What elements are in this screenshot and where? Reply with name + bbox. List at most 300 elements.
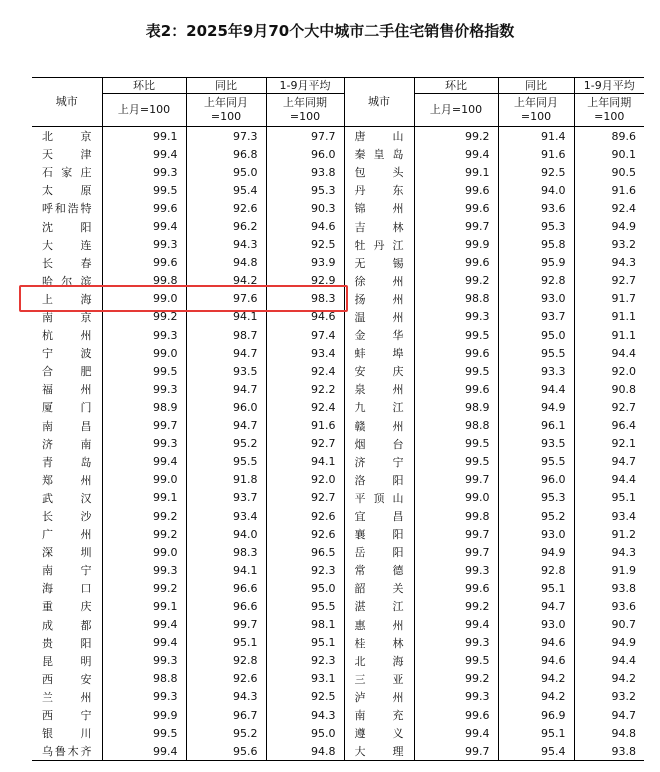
yoy-cell-right: 94.2 xyxy=(498,688,574,706)
ytd-cell-right: 90.8 xyxy=(611,382,636,396)
mom-cell-right: 99.2 xyxy=(414,597,498,615)
table-row xyxy=(32,688,644,706)
city-cell-left: 福 州 xyxy=(32,380,102,398)
mom-cell-left: 99.5 xyxy=(102,724,186,742)
mom-cell-right: 99.2 xyxy=(414,272,498,290)
city-cell-right: 大 理 xyxy=(344,742,414,761)
mom-cell-left: 99.2 xyxy=(102,579,186,597)
ytd-cell-left: 98.3 xyxy=(266,290,344,308)
header-mom-right: 环比 xyxy=(414,78,498,94)
city-cell-right: 温 州 xyxy=(344,308,414,326)
ytd-cell-right: 93.4 xyxy=(611,509,636,523)
ytd-cell-right: 90.5 xyxy=(611,165,636,179)
yoy-cell-right: 96.1 xyxy=(498,417,574,435)
mom-cell-left: 99.2 xyxy=(102,525,186,543)
city-cell-left: 宁 波 xyxy=(32,344,102,362)
mom-cell-left: 99.6 xyxy=(102,199,186,217)
table-header xyxy=(32,78,644,127)
mom-cell-left: 99.4 xyxy=(102,453,186,471)
table-row xyxy=(32,181,644,199)
city-cell-left: 成 都 xyxy=(32,616,102,634)
ytd-cell-right: 94.7 xyxy=(611,708,636,722)
yoy-cell-right: 95.3 xyxy=(498,489,574,507)
city-cell-right: 宜 昌 xyxy=(344,507,414,525)
mom-cell-right: 99.6 xyxy=(414,344,498,362)
ytd-cell-right: 94.3 xyxy=(611,256,636,270)
city-cell-left: 青 岛 xyxy=(32,453,102,471)
ytd-cell-left: 93.9 xyxy=(266,254,344,272)
mom-cell-right: 99.6 xyxy=(414,706,498,724)
mom-cell-left: 99.8 xyxy=(102,272,186,290)
city-cell-right: 泉 州 xyxy=(344,380,414,398)
table-row xyxy=(32,127,644,146)
ytd-cell-right: 94.4 xyxy=(611,654,636,668)
city-cell-right: 遵 义 xyxy=(344,724,414,742)
header-mom-base-right: 上月=100 xyxy=(414,94,498,127)
ytd-cell-right: 90.7 xyxy=(611,618,636,632)
yoy-cell-left: 95.6 xyxy=(186,742,266,761)
yoy-cell-left: 95.4 xyxy=(186,181,266,199)
mom-cell-left: 99.5 xyxy=(102,362,186,380)
city-cell-left: 太 原 xyxy=(32,181,102,199)
header-ytd-left: 1-9月平均 xyxy=(266,78,344,94)
header-ytd-base-right: 上年同期 =100 xyxy=(574,94,644,127)
mom-cell-left: 99.0 xyxy=(102,290,186,308)
yoy-cell-left: 94.3 xyxy=(186,236,266,254)
ytd-cell-right: 89.6 xyxy=(611,129,636,143)
yoy-cell-right: 92.8 xyxy=(498,561,574,579)
mom-cell-left: 99.4 xyxy=(102,616,186,634)
header-yoy-left: 同比 xyxy=(186,78,266,94)
mom-cell-right: 99.5 xyxy=(414,326,498,344)
table-title: 表2：2025年9月70个大中城市二手住宅销售价格指数 xyxy=(145,22,515,40)
mom-cell-left: 99.4 xyxy=(102,217,186,235)
ytd-cell-left: 92.5 xyxy=(266,688,344,706)
yoy-cell-left: 93.5 xyxy=(186,362,266,380)
city-cell-right: 三 亚 xyxy=(344,670,414,688)
mom-cell-right: 99.3 xyxy=(414,561,498,579)
ytd-cell-right: 93.8 xyxy=(611,581,636,595)
ytd-cell-left: 92.6 xyxy=(266,507,344,525)
header-yoy-right: 同比 xyxy=(498,78,574,94)
mom-cell-right: 99.3 xyxy=(414,308,498,326)
mom-cell-left: 99.1 xyxy=(102,489,186,507)
yoy-cell-left: 96.7 xyxy=(186,706,266,724)
city-cell-right: 北 海 xyxy=(344,652,414,670)
mom-cell-right: 99.7 xyxy=(414,471,498,489)
table-row xyxy=(32,670,644,688)
yoy-cell-right: 95.5 xyxy=(498,344,574,362)
mom-cell-right: 99.2 xyxy=(414,127,498,146)
city-cell-left: 北 京 xyxy=(32,127,102,146)
yoy-cell-left: 94.7 xyxy=(186,344,266,362)
ytd-cell-left: 92.7 xyxy=(266,489,344,507)
yoy-cell-left: 99.7 xyxy=(186,616,266,634)
mom-cell-right: 99.6 xyxy=(414,181,498,199)
table-row xyxy=(32,398,644,416)
yoy-cell-right: 95.1 xyxy=(498,724,574,742)
mom-cell-right: 99.5 xyxy=(414,652,498,670)
yoy-cell-left: 94.7 xyxy=(186,417,266,435)
yoy-cell-left: 95.2 xyxy=(186,724,266,742)
city-cell-left: 厦 门 xyxy=(32,398,102,416)
header-mom-left: 环比 xyxy=(102,78,186,94)
ytd-cell-right: 94.9 xyxy=(611,636,636,650)
mom-cell-right: 99.4 xyxy=(414,616,498,634)
table-row xyxy=(32,217,644,235)
yoy-cell-left: 94.3 xyxy=(186,688,266,706)
city-cell-right: 惠 州 xyxy=(344,616,414,634)
ytd-cell-right: 92.7 xyxy=(611,400,636,414)
mom-cell-left: 99.4 xyxy=(102,145,186,163)
mom-cell-left: 99.4 xyxy=(102,634,186,652)
table-row xyxy=(32,579,644,597)
city-cell-left: 银 川 xyxy=(32,724,102,742)
ytd-cell-left: 92.3 xyxy=(266,652,344,670)
city-cell-left: 天 津 xyxy=(32,145,102,163)
ytd-cell-left: 95.0 xyxy=(266,724,344,742)
city-cell-right: 包 头 xyxy=(344,163,414,181)
mom-cell-right: 99.6 xyxy=(414,254,498,272)
table-body xyxy=(32,127,644,761)
mom-cell-left: 99.0 xyxy=(102,543,186,561)
yoy-cell-right: 94.2 xyxy=(498,670,574,688)
yoy-cell-right: 91.6 xyxy=(498,145,574,163)
yoy-cell-right: 95.4 xyxy=(498,742,574,761)
ytd-cell-left: 95.3 xyxy=(266,181,344,199)
mom-cell-left: 99.0 xyxy=(102,344,186,362)
ytd-cell-right: 92.0 xyxy=(611,364,636,378)
yoy-cell-left: 96.6 xyxy=(186,597,266,615)
table-row xyxy=(32,199,644,217)
ytd-cell-left: 92.2 xyxy=(266,380,344,398)
mom-cell-right: 99.4 xyxy=(414,724,498,742)
city-cell-right: 烟 台 xyxy=(344,435,414,453)
mom-cell-left: 99.4 xyxy=(102,742,186,761)
mom-cell-right: 99.7 xyxy=(414,525,498,543)
ytd-cell-right: 94.7 xyxy=(611,455,636,469)
yoy-cell-right: 94.0 xyxy=(498,181,574,199)
city-cell-right: 锦 州 xyxy=(344,199,414,217)
city-cell-right: 吉 林 xyxy=(344,217,414,235)
city-cell-left: 深 圳 xyxy=(32,543,102,561)
ytd-cell-right: 93.8 xyxy=(611,744,636,758)
city-cell-left: 广 州 xyxy=(32,525,102,543)
city-cell-left: 武 汉 xyxy=(32,489,102,507)
header-city-right: 城市 xyxy=(344,78,414,127)
yoy-cell-right: 93.5 xyxy=(498,435,574,453)
mom-cell-right: 99.7 xyxy=(414,217,498,235)
mom-cell-right: 99.6 xyxy=(414,199,498,217)
header-yoy-base-left: 上年同月 =100 xyxy=(186,94,266,127)
ytd-cell-right: 94.9 xyxy=(611,220,636,234)
city-cell-left: 昆 明 xyxy=(32,652,102,670)
table-row xyxy=(32,362,644,380)
city-cell-right: 徐 州 xyxy=(344,272,414,290)
mom-cell-right: 99.0 xyxy=(414,489,498,507)
yoy-cell-right: 91.4 xyxy=(498,127,574,146)
table-row xyxy=(32,236,644,254)
city-cell-left: 呼和浩特 xyxy=(32,199,102,217)
yoy-cell-right: 95.2 xyxy=(498,507,574,525)
yoy-cell-right: 93.3 xyxy=(498,362,574,380)
city-cell-right: 南 充 xyxy=(344,706,414,724)
yoy-cell-right: 95.5 xyxy=(498,453,574,471)
ytd-cell-left: 94.1 xyxy=(266,453,344,471)
mom-cell-right: 99.7 xyxy=(414,742,498,761)
ytd-cell-left: 97.7 xyxy=(266,127,344,146)
ytd-cell-right: 93.2 xyxy=(611,690,636,704)
ytd-cell-left: 97.4 xyxy=(266,326,344,344)
city-cell-right: 秦皇岛 xyxy=(344,145,414,163)
city-cell-left: 沈 阳 xyxy=(32,217,102,235)
ytd-cell-left: 93.1 xyxy=(266,670,344,688)
ytd-cell-right: 94.4 xyxy=(611,473,636,487)
table-row xyxy=(32,145,644,163)
yoy-cell-left: 93.7 xyxy=(186,489,266,507)
mom-cell-left: 99.5 xyxy=(102,181,186,199)
city-cell-left: 长 春 xyxy=(32,254,102,272)
table-row xyxy=(32,597,644,615)
ytd-cell-right: 90.1 xyxy=(611,147,636,161)
ytd-cell-right: 94.3 xyxy=(611,545,636,559)
yoy-cell-right: 94.4 xyxy=(498,380,574,398)
yoy-cell-right: 94.6 xyxy=(498,634,574,652)
city-cell-right: 无 锡 xyxy=(344,254,414,272)
mom-cell-left: 99.3 xyxy=(102,326,186,344)
mom-cell-left: 99.7 xyxy=(102,417,186,435)
ytd-cell-left: 94.6 xyxy=(266,217,344,235)
city-cell-right: 九 江 xyxy=(344,398,414,416)
city-cell-right: 韶 关 xyxy=(344,579,414,597)
table-row xyxy=(32,453,644,471)
yoy-cell-left: 96.0 xyxy=(186,398,266,416)
mom-cell-left: 99.6 xyxy=(102,254,186,272)
ytd-cell-left: 95.1 xyxy=(266,634,344,652)
city-cell-left: 南 昌 xyxy=(32,417,102,435)
mom-cell-right: 99.5 xyxy=(414,362,498,380)
yoy-cell-right: 95.3 xyxy=(498,217,574,235)
ytd-cell-right: 95.1 xyxy=(611,491,636,505)
city-cell-right: 常 德 xyxy=(344,561,414,579)
mom-cell-right: 99.9 xyxy=(414,236,498,254)
city-cell-right: 唐 山 xyxy=(344,127,414,146)
mom-cell-right: 99.2 xyxy=(414,670,498,688)
mom-cell-left: 99.3 xyxy=(102,688,186,706)
city-cell-left: 海 口 xyxy=(32,579,102,597)
mom-cell-left: 99.3 xyxy=(102,236,186,254)
ytd-cell-left: 92.0 xyxy=(266,471,344,489)
yoy-cell-left: 96.6 xyxy=(186,579,266,597)
ytd-cell-left: 94.3 xyxy=(266,706,344,724)
city-cell-right: 襄 阳 xyxy=(344,525,414,543)
mom-cell-left: 99.3 xyxy=(102,561,186,579)
city-cell-left: 杭 州 xyxy=(32,326,102,344)
city-cell-left: 兰 州 xyxy=(32,688,102,706)
yoy-cell-right: 96.0 xyxy=(498,471,574,489)
mom-cell-right: 99.6 xyxy=(414,380,498,398)
ytd-cell-left: 91.6 xyxy=(266,417,344,435)
mom-cell-left: 99.3 xyxy=(102,652,186,670)
yoy-cell-right: 93.0 xyxy=(498,525,574,543)
city-cell-left: 贵 阳 xyxy=(32,634,102,652)
ytd-cell-right: 91.6 xyxy=(611,183,636,197)
yoy-cell-left: 94.1 xyxy=(186,561,266,579)
city-cell-left: 合 肥 xyxy=(32,362,102,380)
city-cell-left: 上 海 xyxy=(32,290,102,308)
ytd-cell-right: 94.2 xyxy=(611,672,636,686)
city-cell-right: 岳 阳 xyxy=(344,543,414,561)
yoy-cell-left: 96.8 xyxy=(186,145,266,163)
yoy-cell-left: 94.2 xyxy=(186,272,266,290)
ytd-cell-left: 92.9 xyxy=(266,272,344,290)
ytd-cell-right: 92.7 xyxy=(611,274,636,288)
yoy-cell-right: 94.9 xyxy=(498,543,574,561)
city-cell-left: 郑 州 xyxy=(32,471,102,489)
table-row xyxy=(32,254,644,272)
yoy-cell-left: 94.8 xyxy=(186,254,266,272)
header-mom-base-left: 上月=100 xyxy=(102,94,186,127)
yoy-cell-left: 98.7 xyxy=(186,326,266,344)
yoy-cell-right: 96.9 xyxy=(498,706,574,724)
mom-cell-left: 99.3 xyxy=(102,380,186,398)
table-row xyxy=(32,471,644,489)
mom-cell-left: 99.1 xyxy=(102,597,186,615)
city-cell-left: 哈尔滨 xyxy=(32,272,102,290)
yoy-cell-left: 91.8 xyxy=(186,471,266,489)
yoy-cell-right: 95.9 xyxy=(498,254,574,272)
table-row xyxy=(32,525,644,543)
yoy-cell-left: 95.5 xyxy=(186,453,266,471)
table-row xyxy=(32,634,644,652)
ytd-cell-right: 91.7 xyxy=(611,292,636,306)
ytd-cell-left: 94.6 xyxy=(266,308,344,326)
yoy-cell-right: 94.7 xyxy=(498,597,574,615)
city-cell-right: 桂 林 xyxy=(344,634,414,652)
city-cell-left: 西 安 xyxy=(32,670,102,688)
table-row xyxy=(32,706,644,724)
yoy-cell-right: 92.5 xyxy=(498,163,574,181)
mom-cell-left: 99.3 xyxy=(102,163,186,181)
table-row xyxy=(32,507,644,525)
city-cell-right: 平顶山 xyxy=(344,489,414,507)
mom-cell-right: 99.6 xyxy=(414,579,498,597)
yoy-cell-right: 93.0 xyxy=(498,616,574,634)
ytd-cell-left: 90.3 xyxy=(266,199,344,217)
ytd-cell-right: 91.1 xyxy=(611,310,636,324)
city-cell-left: 南 京 xyxy=(32,308,102,326)
table-row xyxy=(32,742,644,761)
header-city-left: 城市 xyxy=(32,78,102,127)
ytd-cell-left: 92.7 xyxy=(266,435,344,453)
ytd-cell-right: 91.1 xyxy=(611,328,636,342)
ytd-cell-right: 92.1 xyxy=(611,437,636,451)
yoy-cell-right: 94.9 xyxy=(498,398,574,416)
yoy-cell-left: 97.6 xyxy=(186,290,266,308)
ytd-cell-right: 93.6 xyxy=(611,599,636,613)
mom-cell-right: 99.3 xyxy=(414,688,498,706)
mom-cell-left: 98.9 xyxy=(102,398,186,416)
table-row xyxy=(32,326,644,344)
city-cell-left: 乌鲁木齐 xyxy=(32,742,102,761)
table-row xyxy=(32,561,644,579)
mom-cell-right: 99.7 xyxy=(414,543,498,561)
header-ytd-base-left: 上年同期 =100 xyxy=(266,94,344,127)
ytd-cell-left: 94.8 xyxy=(266,742,344,761)
yoy-cell-right: 93.0 xyxy=(498,290,574,308)
city-cell-left: 大 连 xyxy=(32,236,102,254)
city-cell-right: 洛 阳 xyxy=(344,471,414,489)
city-cell-right: 湛 江 xyxy=(344,597,414,615)
city-cell-left: 济 南 xyxy=(32,435,102,453)
table-row xyxy=(32,543,644,561)
city-cell-right: 金 华 xyxy=(344,326,414,344)
yoy-cell-left: 95.0 xyxy=(186,163,266,181)
mom-cell-right: 99.1 xyxy=(414,163,498,181)
yoy-cell-left: 96.2 xyxy=(186,217,266,235)
ytd-cell-right: 91.2 xyxy=(611,527,636,541)
table-row xyxy=(32,435,644,453)
ytd-cell-right: 93.2 xyxy=(611,238,636,252)
mom-cell-left: 99.2 xyxy=(102,507,186,525)
city-cell-left: 西 宁 xyxy=(32,706,102,724)
yoy-cell-left: 94.1 xyxy=(186,308,266,326)
city-cell-left: 长 沙 xyxy=(32,507,102,525)
mom-cell-left: 99.0 xyxy=(102,471,186,489)
yoy-cell-left: 98.3 xyxy=(186,543,266,561)
mom-cell-left: 98.8 xyxy=(102,670,186,688)
ytd-cell-left: 95.0 xyxy=(266,579,344,597)
mom-cell-left: 99.1 xyxy=(102,127,186,146)
table-row xyxy=(32,163,644,181)
ytd-cell-left: 93.8 xyxy=(266,163,344,181)
city-cell-left: 南 宁 xyxy=(32,561,102,579)
yoy-cell-left: 94.0 xyxy=(186,525,266,543)
yoy-cell-right: 93.6 xyxy=(498,199,574,217)
table-row xyxy=(32,344,644,362)
table-row xyxy=(32,652,644,670)
ytd-cell-left: 92.4 xyxy=(266,362,344,380)
table-row xyxy=(32,380,644,398)
table-row xyxy=(32,489,644,507)
ytd-cell-left: 93.4 xyxy=(266,344,344,362)
header-ytd-right: 1-9月平均 xyxy=(574,78,644,94)
yoy-cell-right: 93.7 xyxy=(498,308,574,326)
mom-cell-right: 99.4 xyxy=(414,145,498,163)
yoy-cell-left: 94.7 xyxy=(186,380,266,398)
city-cell-right: 蚌 埠 xyxy=(344,344,414,362)
yoy-cell-left: 95.1 xyxy=(186,634,266,652)
ytd-cell-left: 92.3 xyxy=(266,561,344,579)
mom-cell-right: 98.8 xyxy=(414,290,498,308)
ytd-cell-right: 94.4 xyxy=(611,346,636,360)
mom-cell-right: 99.5 xyxy=(414,435,498,453)
table-row xyxy=(32,616,644,634)
mom-cell-right: 98.9 xyxy=(414,398,498,416)
yoy-cell-left: 92.6 xyxy=(186,670,266,688)
table-row xyxy=(32,417,644,435)
yoy-cell-left: 92.8 xyxy=(186,652,266,670)
ytd-cell-left: 92.4 xyxy=(266,398,344,416)
yoy-cell-right: 92.8 xyxy=(498,272,574,290)
mom-cell-right: 98.8 xyxy=(414,417,498,435)
city-cell-right: 牡丹江 xyxy=(344,236,414,254)
yoy-cell-left: 93.4 xyxy=(186,507,266,525)
mom-cell-right: 99.3 xyxy=(414,634,498,652)
header-yoy-base-right: 上年同月 =100 xyxy=(498,94,574,127)
price-index-table xyxy=(32,77,644,761)
mom-cell-left: 99.9 xyxy=(102,706,186,724)
